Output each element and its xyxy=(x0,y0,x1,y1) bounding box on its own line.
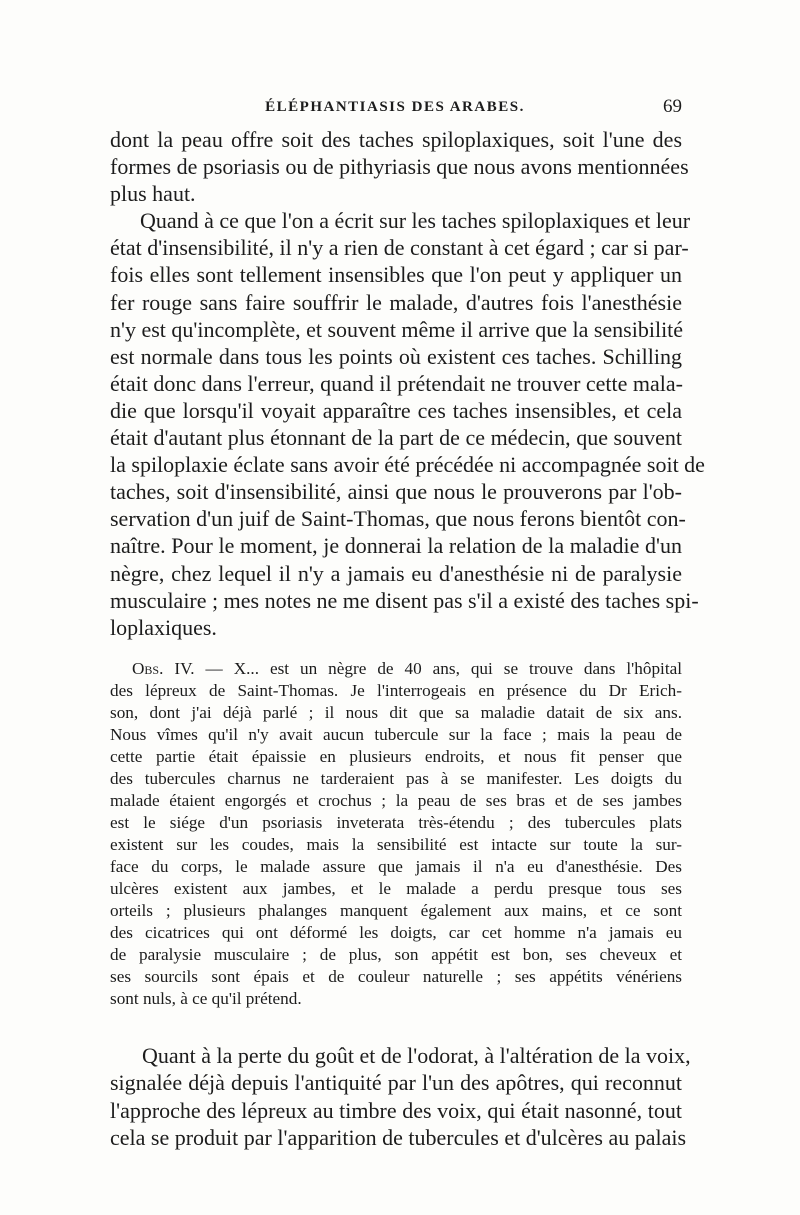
text-line: orteils ; plusieurs phalanges manquent également aux mains, et ce sont xyxy=(110,901,682,920)
text-line: servation d'un juif de Saint-Thomas, que nous ferons bientôt con- xyxy=(110,506,686,532)
text-line: l'approche des lépreux au timbre des voix, qui était nasonné, tout xyxy=(110,1097,682,1123)
running-title: ÉLÉPHANTIASIS DES ARABES. xyxy=(265,99,525,115)
text-line: de paralysie musculaire ; de plus, son appétit est bon, ses cheveux et xyxy=(110,945,682,964)
observation-block xyxy=(110,658,682,1010)
text-line: la spiloplaxie éclate sans avoir été précédée ni accompagnée soit de xyxy=(110,452,705,478)
text-line: sont nuls, à ce qu'il prétend. xyxy=(110,989,302,1008)
text-line: ses sourcils sont épais et de couleur naturelle ; ses appétits vénériens xyxy=(110,967,682,986)
text-line: loplaxiques. xyxy=(110,614,217,640)
text-line: son, dont j'ai déjà parlé ; il nous dit que sa maladie datait de six ans. xyxy=(110,703,682,722)
paragraph-continuation xyxy=(110,126,689,207)
text-line: Quand à ce que l'on a écrit sur les taches spiloplaxiques et leur xyxy=(140,208,691,234)
observation-intro: — X... est un nègre de 40 ans, qui se trouve dans l'hôpital xyxy=(194,659,683,678)
text-line: Nous vîmes qu'il n'y avait aucun tubercule sur la face ; mais la peau de xyxy=(110,725,682,744)
observation-label: Obs. IV. xyxy=(132,659,195,678)
text-line: taches, soit d'insensibilité, ainsi que nous le prouverons par l'ob- xyxy=(110,479,682,505)
text-line: était donc dans l'erreur, quand il prétendait ne trouver cette mala- xyxy=(110,370,683,396)
text-line: signalée déjà depuis l'antiquité par l'un des apôtres, qui reconnut xyxy=(110,1070,682,1096)
text-line: état d'insensibilité, il n'y a rien de constant à cet égard ; car si par- xyxy=(110,235,689,261)
text-line: des tubercules charnus ne tarderaient pas à se manifester. Les doigts du xyxy=(110,769,682,788)
running-head xyxy=(108,93,682,117)
text-line: des lépreux de Saint-Thomas. Je l'interrogeais en présence du Dr Erich- xyxy=(110,681,682,700)
observation-first-line xyxy=(110,658,682,680)
text-line: naître. Pour le moment, je donnerai la relation de la maladie d'un xyxy=(110,533,682,559)
text-line: fer rouge sans faire souffrir le malade, d'autres fois l'anesthésie xyxy=(110,289,682,315)
text-line: est normale dans tous les points où existent ces taches. Schilling xyxy=(110,343,682,369)
text-line: fois elles sont tellement insensibles que l'on peut y appliquer un xyxy=(110,262,682,288)
text-line: musculaire ; mes notes ne me disent pas s'il a existé des taches spi- xyxy=(110,587,699,613)
text-line: n'y est qu'incomplète, et souvent même il arrive que la sensibilité xyxy=(110,316,684,342)
text-line: formes de psoriasis ou de pithyriasis que nous avons mentionnées xyxy=(110,154,689,180)
text-line: die que lorsqu'il voyait apparaître ces taches insensibles, et cela xyxy=(110,397,682,423)
page-number: 69 xyxy=(663,96,682,117)
main-text xyxy=(110,126,705,641)
text-line: face du corps, le malade assure que jamais il n'a eu d'anesthésie. Des xyxy=(110,857,682,876)
text-line: était d'autant plus étonnant de la part de ce médecin, que souvent xyxy=(110,425,682,451)
text-line: cela se produit par l'apparition de tubercules et d'ulcères au palais xyxy=(110,1125,687,1151)
text-line: malade étaient engorgés et crochus ; la peau de ses bras et de ses jambes xyxy=(110,791,682,810)
closing-paragraph xyxy=(110,1042,691,1152)
text-line: dont la peau offre soit des taches spiloplaxiques, soit l'une des xyxy=(110,127,682,152)
text-line: nègre, chez lequel il n'y a jamais eu d'anesthésie ni de paralysie xyxy=(110,560,682,586)
text-line: Quant à la perte du goût et de l'odorat, à l'altération de la voix, xyxy=(142,1043,691,1068)
text-line: cette partie était épaissie en plusieurs endroits, et nous fit penser que xyxy=(110,747,682,766)
text-line: ulcères existent aux jambes, et le malade a perdu presque tous ses xyxy=(110,879,682,898)
text-line: existent sur les coudes, mais la sensibilité est intacte sur toute la sur- xyxy=(110,835,682,854)
text-line: est le siége d'un psoriasis inveterata très-étendu ; des tubercules plats xyxy=(110,813,682,832)
paragraph-taches xyxy=(110,207,705,641)
text-line: plus haut. xyxy=(110,181,196,207)
text-line: des cicatrices qui ont déformé les doigts, car cet homme n'a jamais eu xyxy=(110,923,682,942)
